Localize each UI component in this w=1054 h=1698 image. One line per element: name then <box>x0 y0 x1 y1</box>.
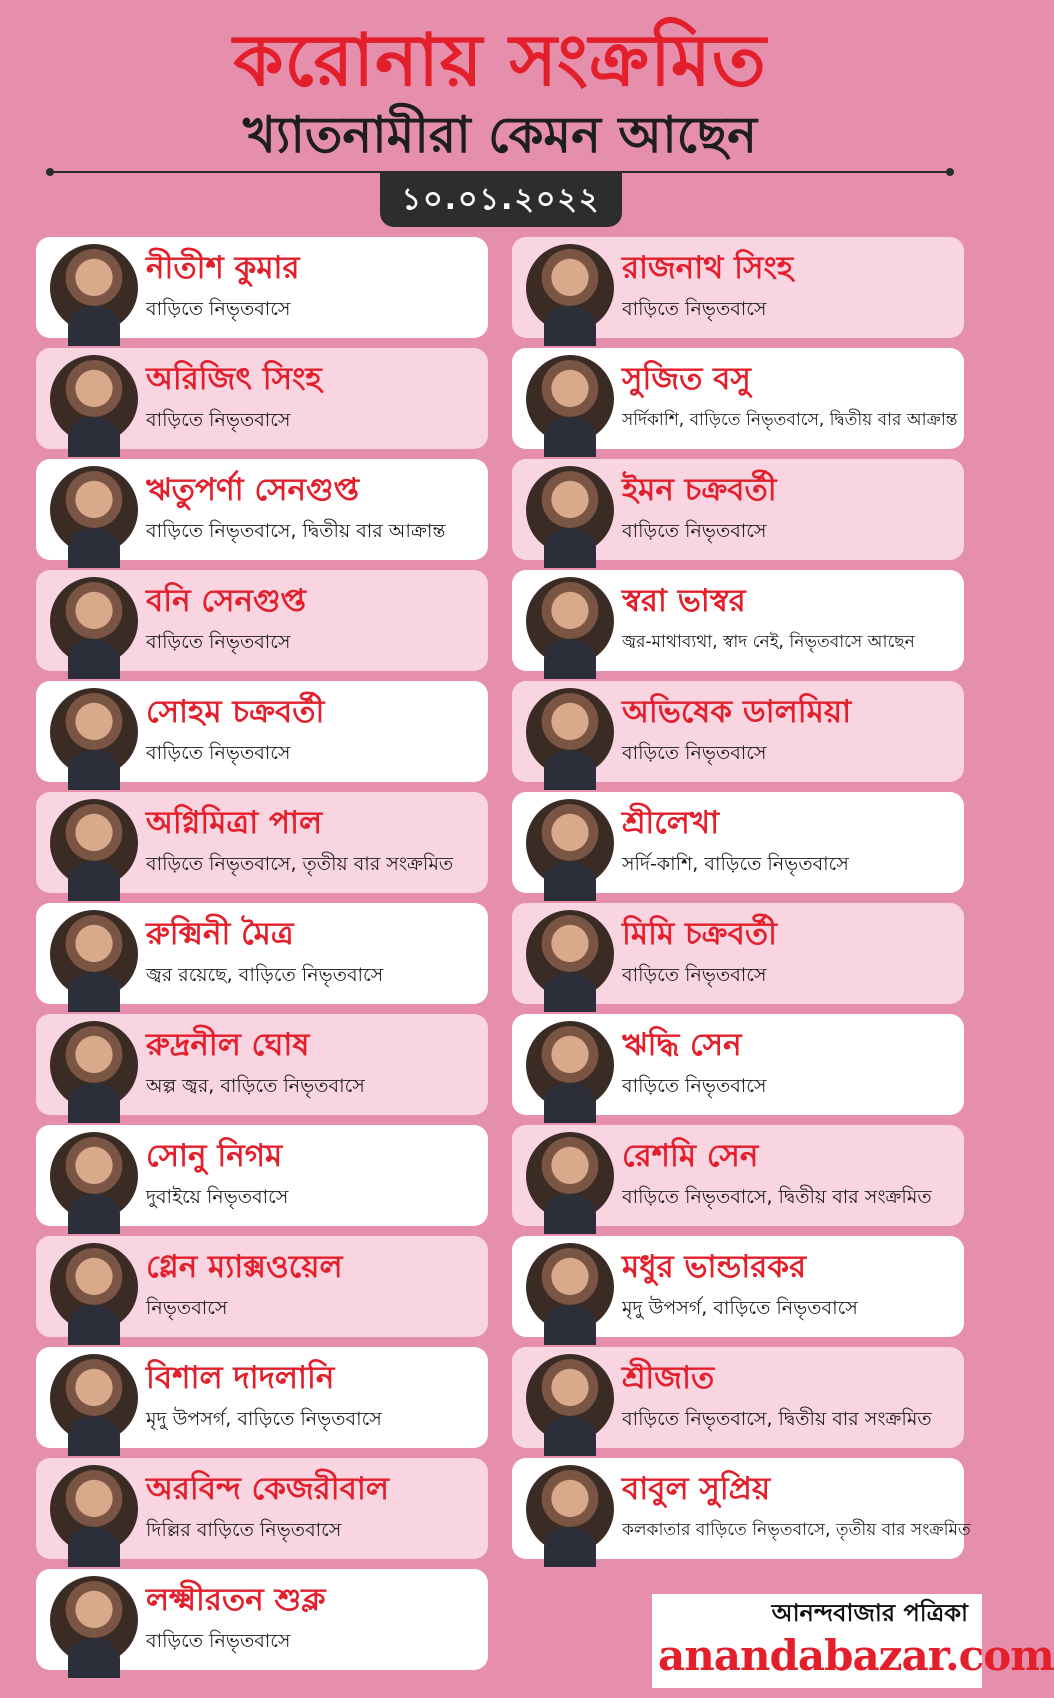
person-name: অরিজিৎ সিংহ <box>146 361 322 397</box>
person-status: বাড়িতে নিভৃতবাসে <box>622 1075 767 1097</box>
person-card <box>512 1347 964 1448</box>
person-photo <box>526 355 614 443</box>
person-status: বাড়িতে নিভৃতবাসে <box>146 409 291 431</box>
person-photo <box>50 688 138 776</box>
person-status: বাড়িতে নিভৃতবাসে <box>622 964 767 986</box>
person-status: অল্প জ্বর, বাড়িতে নিভৃতবাসে <box>146 1075 365 1097</box>
person-status: কলকাতার বাড়িতে নিভৃতবাসে, তৃতীয় বার সংক্রমিত <box>622 1520 971 1540</box>
person-card <box>36 903 488 1004</box>
person-status: দিল্লির বাড়িতে নিভৃতবাসে <box>146 1519 342 1541</box>
person-photo <box>50 1576 138 1664</box>
person-card <box>36 1569 488 1670</box>
person-name: ইমন চক্রবর্তী <box>622 472 777 508</box>
person-status: জ্বর রয়েছে, বাড়িতে নিভৃতবাসে <box>146 964 384 986</box>
person-name: সুজিত বসু <box>622 361 751 397</box>
person-photo <box>526 1021 614 1109</box>
person-photo <box>50 1354 138 1442</box>
person-status: বাড়িতে নিভৃতবাসে, দ্বিতীয় বার সংক্রমিত <box>622 1186 932 1208</box>
person-status: মৃদু উপসর্গ, বাড়িতে নিভৃতবাসে <box>146 1408 382 1430</box>
person-name: স্বরা ভাস্বর <box>622 583 746 619</box>
person-name: রুক্মিনী মৈত্র <box>146 916 294 952</box>
person-name: অগ্নিমিত্রা পাল <box>146 805 323 841</box>
person-photo <box>50 1243 138 1331</box>
person-photo <box>526 1354 614 1442</box>
person-status: দুবাইয়ে নিভৃতবাসে <box>146 1186 289 1208</box>
person-photo <box>526 1243 614 1331</box>
person-photo <box>50 466 138 554</box>
person-status: নিভৃতবাসে <box>146 1297 228 1319</box>
person-name: লক্ষ্মীরতন শুক্ল <box>146 1582 326 1618</box>
person-card <box>512 459 964 560</box>
person-name: বিশাল দাদলানি <box>146 1360 335 1396</box>
person-photo <box>526 1465 614 1553</box>
person-card <box>36 1014 488 1115</box>
person-photo <box>50 1465 138 1553</box>
person-photo <box>526 688 614 776</box>
person-status: জ্বর-মাথাব্যথা, স্বাদ নেই, নিভৃতবাসে আছেন <box>622 632 915 652</box>
person-status: বাড়িতে নিভৃতবাসে, দ্বিতীয় বার সংক্রমিত <box>622 1408 932 1430</box>
person-status: বাড়িতে নিভৃতবাসে, তৃতীয় বার সংক্রমিত <box>146 853 454 875</box>
person-photo <box>526 244 614 332</box>
person-card <box>36 459 488 560</box>
person-card <box>512 348 964 449</box>
person-card <box>36 1236 488 1337</box>
person-status: বাড়িতে নিভৃতবাসে, দ্বিতীয় বার আক্রান্ত <box>146 520 446 542</box>
person-status: মৃদু উপসর্গ, বাড়িতে নিভৃতবাসে <box>622 1297 858 1319</box>
person-name: শ্রীলেখা <box>622 805 720 841</box>
logo-domain: anandabazar.com <box>658 1631 1054 1680</box>
person-card <box>36 792 488 893</box>
person-photo <box>50 244 138 332</box>
person-name: অরবিন্দ কেজরীবাল <box>146 1471 389 1507</box>
person-photo <box>50 1132 138 1220</box>
person-status: বাড়িতে নিভৃতবাসে <box>622 520 767 542</box>
person-photo <box>526 799 614 887</box>
person-card <box>512 792 964 893</box>
person-card <box>36 570 488 671</box>
person-status: সর্দিকাশি, বাড়িতে নিভৃতবাসে, দ্বিতীয় বার আক্রান্ত <box>622 410 958 430</box>
person-photo <box>50 577 138 665</box>
person-card <box>36 1458 488 1559</box>
person-card <box>512 570 964 671</box>
logo-bengali-wordmark: আনন্দবাজার পত্রিকা <box>771 1599 968 1627</box>
person-name: ঋদ্ধি সেন <box>622 1027 742 1063</box>
person-photo <box>50 1021 138 1109</box>
person-name: বনি সেনগুপ্ত <box>146 583 306 619</box>
person-name: নীতীশ কুমার <box>146 250 300 286</box>
person-name: রুদ্রনীল ঘোষ <box>146 1027 310 1063</box>
person-name: ঋতুপর্ণা সেনগুপ্ত <box>146 472 359 508</box>
headline-line2: খ্যাতনামীরা কেমন আছেন <box>242 106 757 164</box>
person-card <box>512 903 964 1004</box>
person-card <box>512 1458 971 1559</box>
person-name: অভিষেক ডালমিয়া <box>622 694 852 730</box>
person-card <box>512 1014 964 1115</box>
person-card <box>36 1125 488 1226</box>
person-name: মধুর ভান্ডারকর <box>622 1249 807 1285</box>
headline-line1: করোনায় সংক্রমিত <box>233 18 767 102</box>
person-card <box>512 237 964 338</box>
date-badge: ১০.০১.২০২২ <box>380 173 622 227</box>
person-status: বাড়িতে নিভৃতবাসে <box>146 298 291 320</box>
person-status: বাড়িতে নিভৃতবাসে <box>622 298 767 320</box>
person-name: সোনু নিগম <box>146 1138 283 1174</box>
person-status: বাড়িতে নিভৃতবাসে <box>146 742 291 764</box>
person-name: শ্রীজাত <box>622 1360 715 1396</box>
person-status: বাড়িতে নিভৃতবাসে <box>622 742 767 764</box>
person-card <box>36 348 488 449</box>
person-name: রাজনাথ সিংহ <box>622 250 794 286</box>
person-name: রেশমি সেন <box>622 1138 759 1174</box>
person-name: বাবুল সুপ্রিয় <box>622 1471 771 1507</box>
publisher-logo <box>652 1594 1054 1688</box>
person-photo <box>526 910 614 998</box>
person-card <box>36 1347 488 1448</box>
person-photo <box>526 466 614 554</box>
person-photo <box>50 910 138 998</box>
person-name: গ্লেন ম্যাক্সওয়েল <box>146 1249 343 1285</box>
person-status: বাড়িতে নিভৃতবাসে <box>146 631 291 653</box>
person-card <box>36 681 488 782</box>
person-name: মিমি চক্রবর্তী <box>622 916 777 952</box>
person-card <box>512 1236 964 1337</box>
person-photo <box>50 355 138 443</box>
person-card <box>512 681 964 782</box>
person-name: সোহম চক্রবর্তী <box>146 694 325 730</box>
person-status: সর্দি-কাশি, বাড়িতে নিভৃতবাসে <box>622 853 849 875</box>
person-photo <box>526 1132 614 1220</box>
person-card <box>36 237 488 338</box>
person-photo <box>50 799 138 887</box>
person-status: বাড়িতে নিভৃতবাসে <box>146 1630 291 1652</box>
person-card <box>512 1125 964 1226</box>
person-photo <box>526 577 614 665</box>
